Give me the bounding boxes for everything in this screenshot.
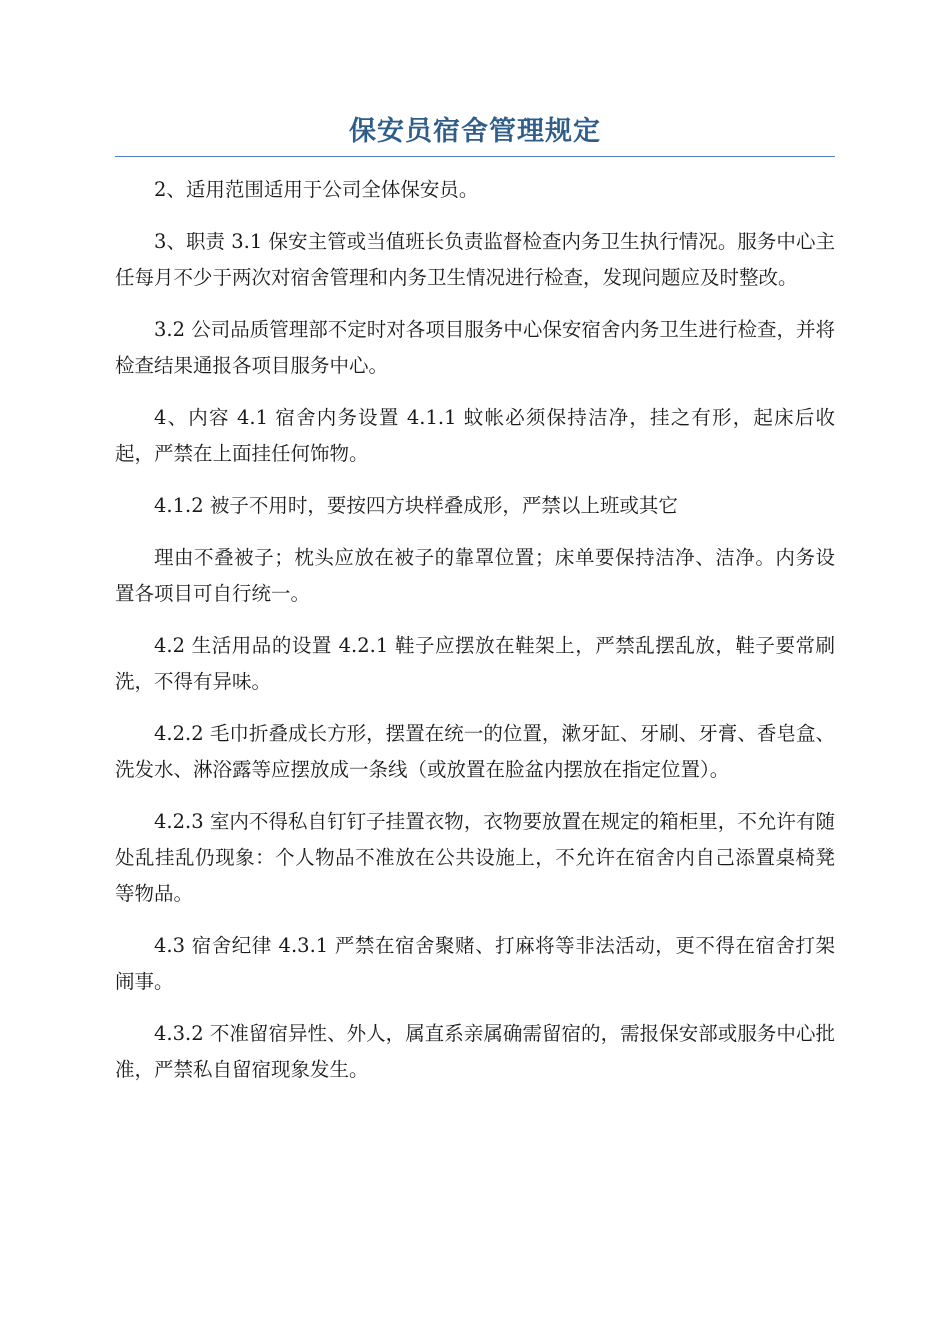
document-page <box>115 112 835 1104</box>
paragraph-clothing: 4.2.3 室内不得私自钉钉子挂置衣物，衣物要放置在规定的箱柜里，不允许有随处乱挂乱仍现象：个人物品不准放在公共设施上，不允许在宿舍内自己添置桌椅凳等物品。 <box>115 810 835 905</box>
paragraph-quality-inspection: 3.2 公司品质管理部不定时对各项目服务中心保安宿舍内务卫生进行检查，并将检查结果通报各项目服务中心。 <box>115 318 835 377</box>
paragraph-towel-toiletries: 4.2.2 毛巾折叠成长方形，摆置在统一的位置，漱牙缸、牙刷、牙膏、香皂盒、洗发水、淋浴露等应摆放成一条线（或放置在脸盆内摆放在指定位置）。 <box>115 722 835 781</box>
paragraph-quilt: 4.1.2 被子不用时，要按四方块样叠成形，严禁以上班或其它 <box>154 494 678 517</box>
document-title: 保安员宿舍管理规定 <box>349 116 601 147</box>
title-underline <box>115 156 835 157</box>
paragraph-scope: 2、适用范围适用于公司全体保安员。 <box>154 178 479 201</box>
paragraph-overnight-guests: 4.3.2 不准留宿异性、外人，属直系亲属确需留宿的，需报保安部或服务中心批准，严禁私自留宿现象发生。 <box>115 1022 835 1081</box>
paragraph-responsibility: 3、职责 3.1 保安主管或当值班长负责监督检查内务卫生执行情况。服务中心主任每月不少于两次对宿舍管理和内务卫生情况进行检查，发现问题应及时整改。 <box>115 230 835 289</box>
paragraph-discipline: 4.3 宿舍纪律 4.3.1 严禁在宿舍聚赌、打麻将等非法活动，更不得在宿舍打架闹事。 <box>115 934 835 993</box>
paragraph-mosquito-net: 4、内容 4.1 宿舍内务设置 4.1.1 蚊帐必须保持洁净，挂之有形，起床后收起，严禁在上面挂任何饰物。 <box>115 406 835 465</box>
paragraph-shoes: 4.2 生活用品的设置 4.2.1 鞋子应摆放在鞋架上，严禁乱摆乱放，鞋子要常刷洗，不得有异味。 <box>115 634 835 693</box>
paragraph-quilt-continued: 理由不叠被子；枕头应放在被子的靠罩位置；床单要保持洁净、洁净。内务设置各项目可自行统一。 <box>115 546 835 605</box>
